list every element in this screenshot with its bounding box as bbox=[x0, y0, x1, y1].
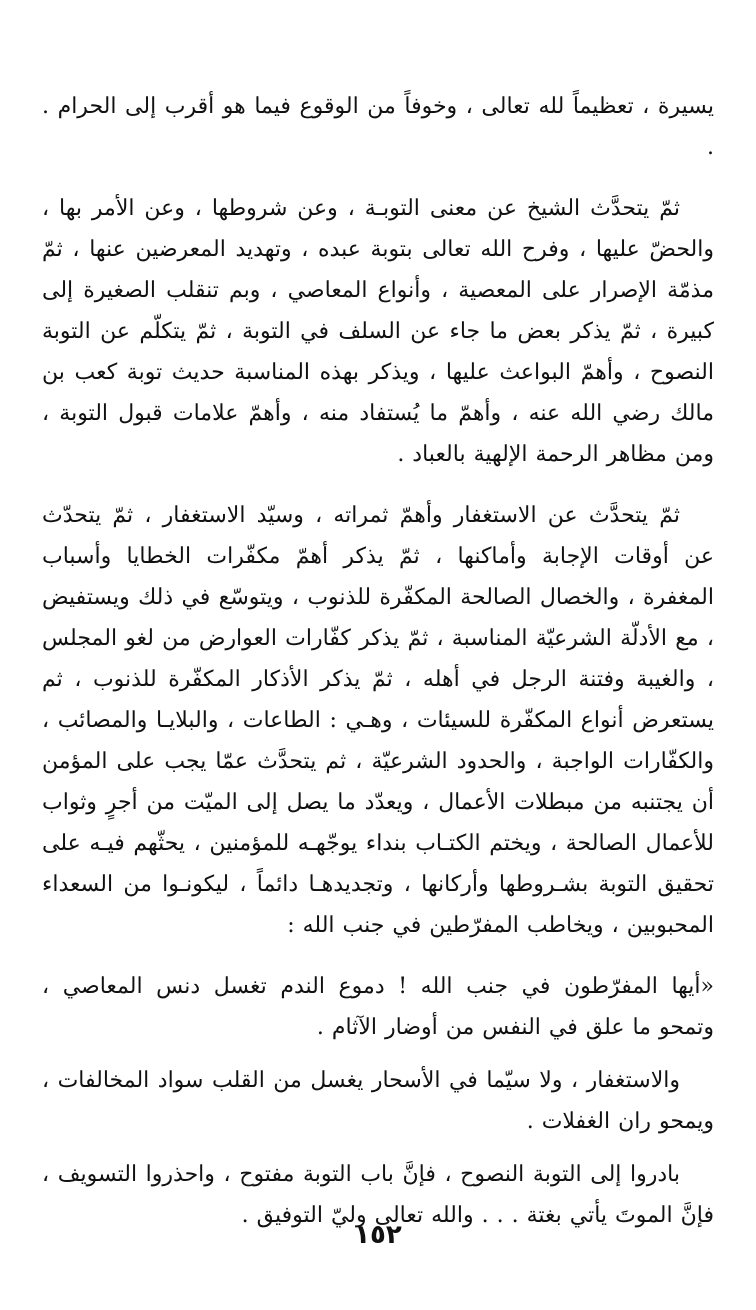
paragraph-forgiveness-topics: ثمّ يتحدَّث عن الاستغفار وأهمّ ثمراته ، وسيّد الاستغفار ، ثمّ يتحدّث عن أوقات الإجابة وأماكنها ، ثمّ يذكر أهمّ مكفّرات الخطايا وأسباب المغفرة ، والخصال الصالحة المكفّرة للذنوب ، ويتوسّع في ذلك ويستفيض ، مع الأدلّة الشرعيّة المناسبة ، ثمّ يذكر كفّارات العوارض من لغو المجلس ، والغيبة وفتنة الرجل في أهله ، ثمّ يذكر الأذكار المكفّرة للذنوب ، ثم يستعرض أنواع المكفّرة للسيئات ، وهـي : الطاعات ، والبلايـا والمصائب ، والكفّارات الواجبة ، والحدود الشرعيّة ، ثم يتحدَّث عمّا يجب على المؤمن أن يجتنبه من مبطلات الأعمال ، ويعدّد ما يصل إلى الميّت من أجرٍ وثواب للأعمال الصالحة ، ويختم الكتـاب بنداء يوجّهـه للمؤمنين ، يحثّهم فيـه على تحقيق التوبة بشـروطها وأركانها ، وتجديدهـا دائماً ، ليكونـوا من السعداء المحبوبين ، ويخاطب المفرّطين في جنب الله : bbox=[42, 503, 714, 938]
page-number: ١٥٢ bbox=[354, 1220, 402, 1250]
paragraph-quote-sinners: «أيها المفرّطون في جنب الله ! دموع الندم تغسل دنس المعاصي ، وتمحو ما علق في النفس من أوضار الآثام . bbox=[42, 974, 714, 1040]
paragraph-quote-hasten: بادروا إلى التوبة النصوح ، فإنَّ باب التوبة مفتوح ، واحذروا التسويف ، فإنَّ الموتَ يأتي بغتة . . . والله تعالى وليّ التوفيق . bbox=[42, 1162, 714, 1228]
paragraph-continuation: يسيرة ، تعظيماً لله تعالى ، وخوفاً من الوقوع فيما هو أقرب إلى الحرام . . bbox=[42, 94, 714, 160]
paragraph-repentance-topics: ثمّ يتحدَّث الشيخ عن معنى التوبـة ، وعن شروطها ، وعن الأمر بها ، والحضّ عليها ، وفرح الله تعالى بتوبة عبده ، وتهديد المعرضين عنها ، ثمّ مذمّة الإصرار على المعصية ، وأنواع المعاصي ، وبم تنقلب الصغيرة إلى كبيرة ، ثمّ يذكر بعض ما جاء عن السلف في التوبة ، ثمّ يتكلّم عن التوبة النصوح ، وأهمّ البواعث عليها ، ويذكر بهذه المناسبة حديث توبة كعب بن مالك رضي الله عنه ، وأهمّ ما يُستفاد منه ، وأهمّ علامات قبول التوبة ، ومن مظاهر الرحمة الإلهية بالعباد . bbox=[42, 196, 714, 467]
paragraph-quote-istighfar: والاستغفار ، ولا سيّما في الأسحار يغسل من القلب سواد المخالفات ، ويمحو ران الغفلات . bbox=[42, 1068, 714, 1134]
